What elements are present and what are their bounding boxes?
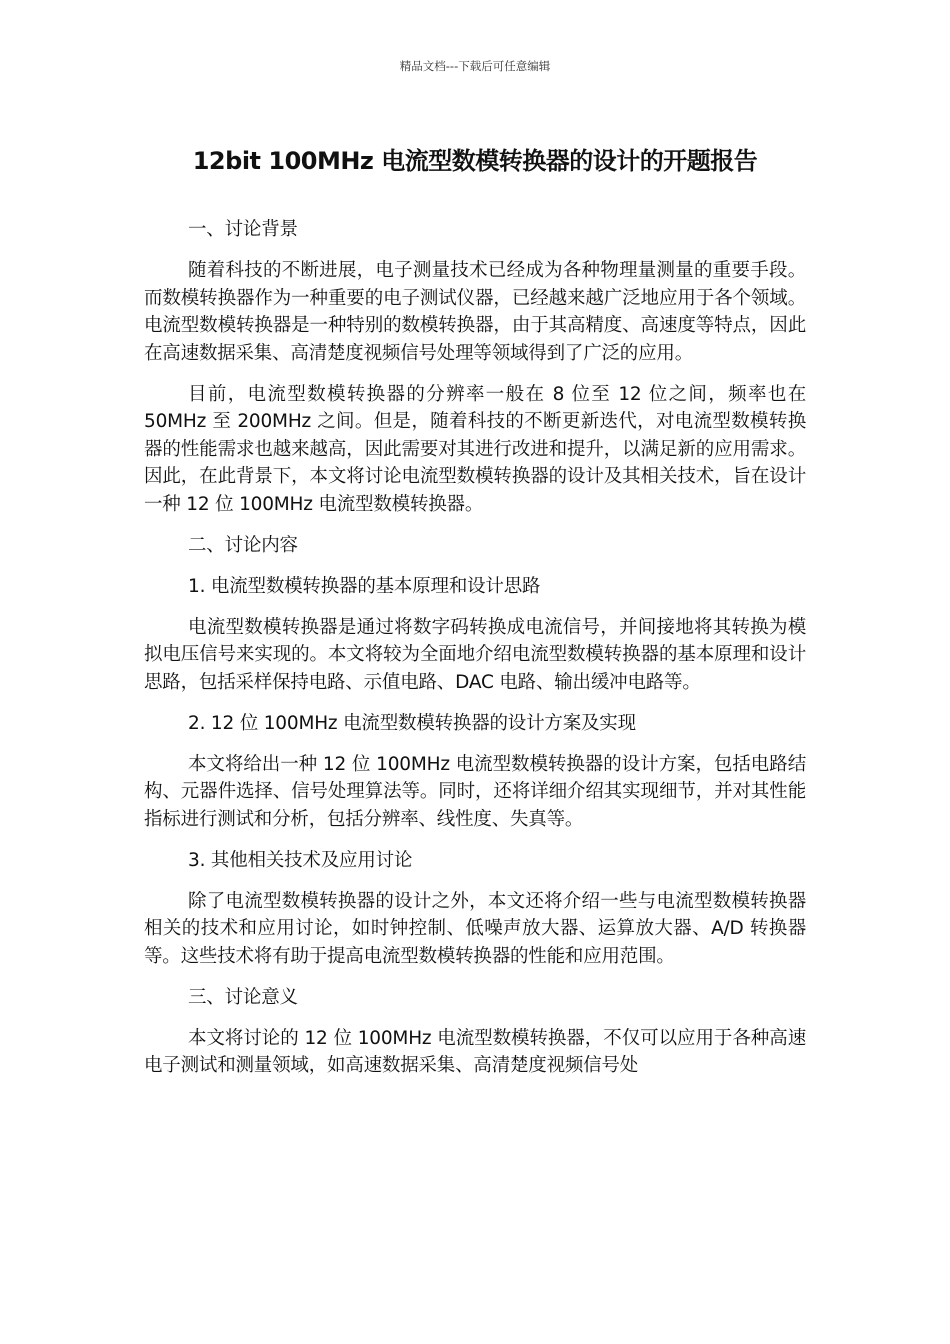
subheading-principle: 1. 电流型数模转换器的基本原理和设计思路 (188, 575, 541, 597)
section-heading-significance: 三、讨论意义 (188, 986, 298, 1008)
section-heading-content: 二、讨论内容 (188, 534, 298, 556)
paragraph-background-2: 目前，电流型数模转换器的分辨率一般在 8 位至 12 位之间，频率也在 50MHz 至 200MHz 之间。但是，随着科技的不断更新迭代，对电流型数模转换器的性能需求也越来越高，因此需要对其进行改进和提升，以满足新的应用需求。因此，在此背景下，本文将讨论电流型数模转换器的设计及其相关技术，旨在设计一种 12 位 100MHz 电流型数模转换器。 (144, 383, 806, 515)
header-note: 精品文档---下载后可任意编辑 (399, 59, 551, 73)
subheading-design: 2. 12 位 100MHz 电流型数模转换器的设计方案及实现 (188, 712, 636, 734)
document-body (144, 216, 806, 1093)
document-title: 12bit 100MHz 电流型数模转换器的设计的开题报告 (192, 147, 758, 175)
subheading-related-tech: 3. 其他相关技术及应用讨论 (188, 849, 413, 871)
paragraph-significance: 本文将讨论的 12 位 100MHz 电流型数模转换器，不仅可以应用于各种高速电子测试和测量领域，如高速数据采集、高清楚度视频信号处 (144, 1027, 806, 1076)
paragraph-design: 本文将给出一种 12 位 100MHz 电流型数模转换器的设计方案，包括电路结构、元器件选择、信号处理算法等。同时，还将详细介绍其实现细节，并对其性能指标进行测试和分析，包括分辨率、线性度、失真等。 (144, 753, 806, 830)
paragraph-principle: 电流型数模转换器是通过将数字码转换成电流信号，并间接地将其转换为模拟电压信号来实现的。本文将较为全面地介绍电流型数模转换器的基本原理和设计思路，包括采样保持电路、示值电路、DAC 电路、输出缓冲电路等。 (144, 616, 806, 693)
paragraph-related-tech: 除了电流型数模转换器的设计之外，本文还将介绍一些与电流型数模转换器相关的技术和应用讨论，如时钟控制、低噪声放大器、运算放大器、A/D 转换器等。这些技术将有助于提高电流型数模转换器的性能和应用范围。 (144, 890, 806, 967)
paragraph-background-1: 随着科技的不断进展，电子测量技术已经成为各种物理量测量的重要手段。而数模转换器作为一种重要的电子测试仪器，已经越来越广泛地应用于各个领域。电流型数模转换器是一种特别的数模转换器，由于其高精度、高速度等特点，因此在高速数据采集、高清楚度视频信号处理等领域得到了广泛的应用。 (144, 260, 806, 364)
section-heading-background: 一、讨论背景 (188, 219, 298, 240)
